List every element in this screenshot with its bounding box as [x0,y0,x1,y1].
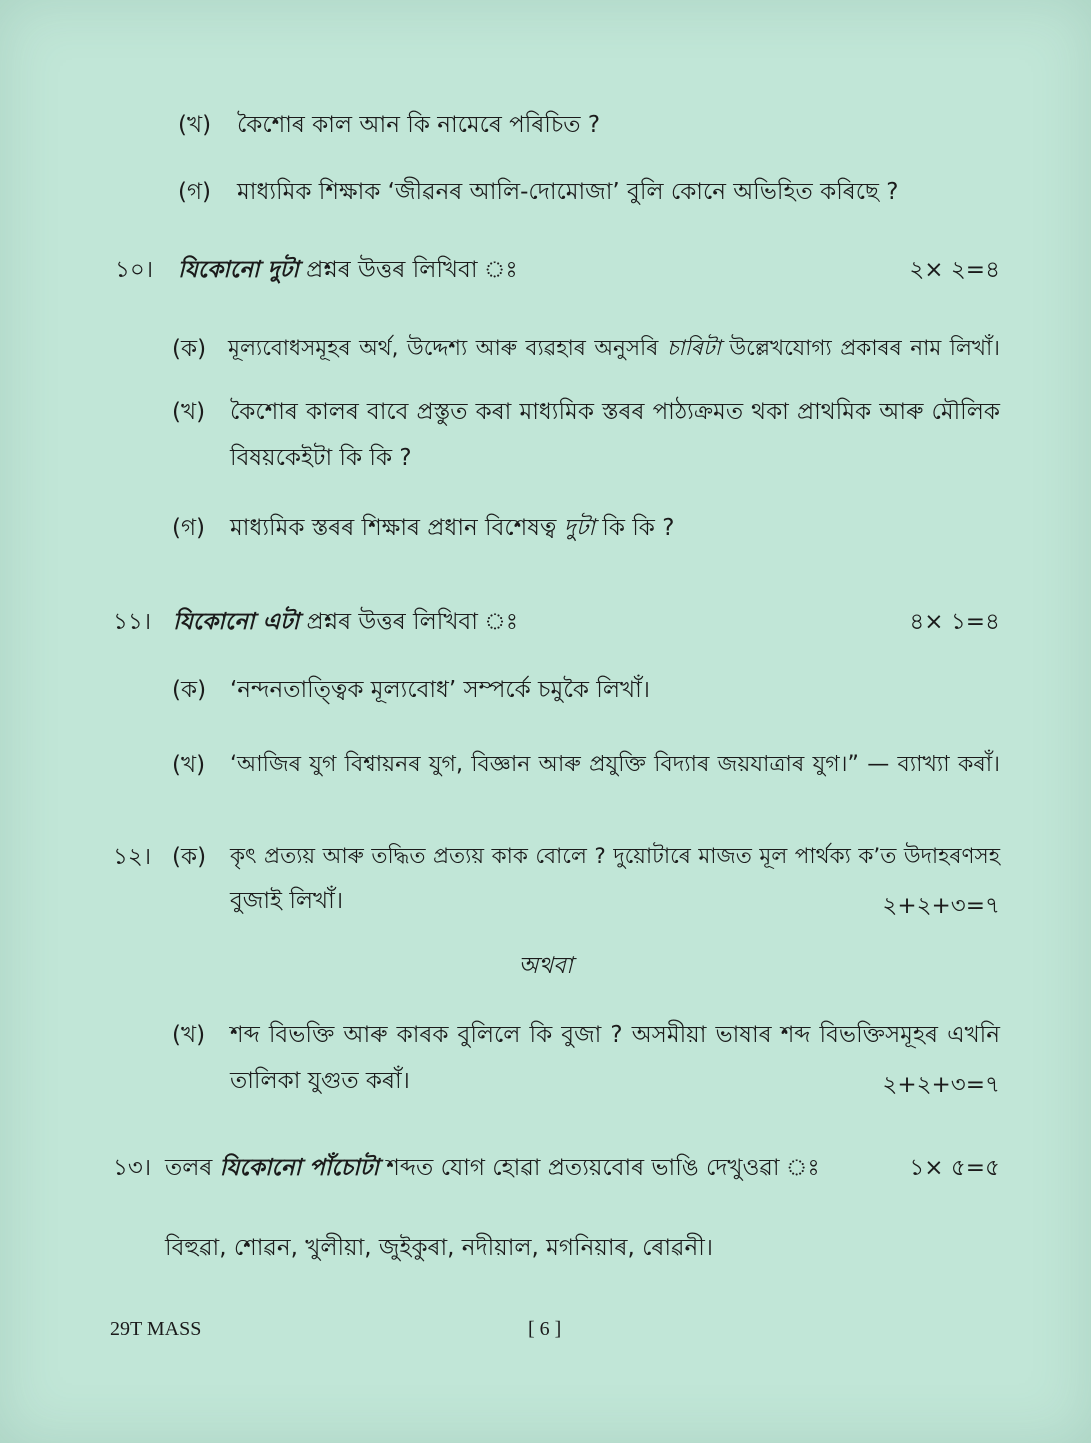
or-separator: অথবা [518,953,573,979]
question-header [0,607,1091,637]
part-label: (গ) [178,179,212,205]
part-text: মাধ্যমিক শিক্ষাক ‘জীৱনৰ আলি-দোমোজা’ বুলি কোনে অভিহিত কৰিছে ? [237,179,899,205]
part-label: (খ) [172,752,206,778]
part-text-line: বিষয়কেইটা কি কি ? [230,445,412,471]
question-header [0,1153,1091,1183]
question-part-kha-continued [0,1066,1091,1096]
question-instruction [173,607,861,637]
instruction-emphasis: যিকোনো দুটা [178,257,299,283]
word-list-row [0,1233,1091,1263]
question-number: ১০। [115,257,154,283]
question-part-kha [0,1020,1091,1050]
part-text: ‘আজিৰ যুগ বিশ্বায়নৰ যুগ, বিজ্ঞান আৰু প্ৰযুক্তি বিদ্যাৰ জয়যাত্ৰাৰ যুগ।” — ব্যাখ্যা কৰাঁ। [230,752,1000,777]
instruction-emphasis: যিকোনো এটা [173,609,300,635]
part-text-line: বুজাই লিখাঁ। [230,888,344,914]
part-text-before: মাধ্যমিক স্তৰৰ শিক্ষাৰ প্ৰধান বিশেষত্ব [230,515,557,541]
marks: ২+২+৩=৭ [882,1072,1000,1098]
part-text-after: কি কি ? [602,515,675,541]
question-header [0,255,1091,285]
or-separator-row [0,951,1091,981]
part-text-after: উল্লেখযোগ্য প্ৰকাৰৰ নাম লিখাঁ। [729,336,1000,361]
question-number: ১১। [113,609,152,635]
part-text-line: কৃৎ প্ৰত্যয় আৰু তদ্ধিত প্ৰত্যয় কাক বোলে ? দুয়োটাৰে মাজত মূল পাৰ্থক্য ক’ত উদাহৰণসহ [230,844,1000,869]
question-number: ১২। [113,844,152,870]
part-text: ‘নন্দনতাত্ত্বিক মূল্যবোধ’ সম্পৰ্কে চমুকৈ লিখাঁ। [230,677,651,703]
part-text: কৈশোৰ কাল আন কি নামেৰে পৰিচিত ? [237,112,601,138]
question-part-kha [0,750,1091,780]
instruction-text: প্ৰশ্নৰ উত্তৰ লিখিবা ঃ [306,609,519,635]
question-instruction [178,255,861,285]
part-label: (গ) [172,515,206,541]
part-label: (ক) [172,844,207,870]
word-list: বিহুৱা, শোৱন, খুলীয়া, জুইকুৰা, নদীয়াল, মগনিয়াৰ, ৰোৱনী। [165,1235,714,1261]
instruction-before: তলৰ [165,1155,213,1181]
part-label: (খ) [172,1022,206,1048]
question-part-kha [0,110,1091,140]
marks: ১× ৫=৫ [909,1155,1000,1181]
question-part-kha [0,397,1091,427]
part-text [228,334,1000,364]
part-label: (খ) [178,112,212,138]
instruction-text: প্ৰশ্নৰ উত্তৰ লিখিবা ঃ [306,257,518,283]
part-text-line: শব্দ বিভক্তি আৰু কাৰক বুলিলে কি বুজা ? অসমীয়া ভাষাৰ শব্দ বিভক্তিসমূহৰ এখনি [230,1022,1000,1048]
question-part-ka [0,842,1091,872]
question-part-ka-continued [0,886,1091,919]
question-number: ১৩। [113,1155,152,1181]
question-part-ga [0,513,1091,543]
part-text-emphasis: দুটা [563,515,595,541]
instruction-after: শব্দত যোগ হোৱা প্ৰত্যয়বোৰ ভাঙি দেখুওৱা ঃ [386,1155,820,1181]
part-label: (খ) [172,399,206,425]
page-number: [ 6 ] [528,1318,562,1340]
part-text [230,513,1000,543]
question-part-ka [0,334,1091,364]
part-text-before: মূল্যবোধসমূহৰ অৰ্থ, উদ্দেশ্য আৰু ব্যৱহাৰ অনুসৰি [228,336,659,361]
question-instruction [165,1153,891,1183]
question-part-ga [0,177,1091,207]
marks: ২+২+৩=৭ [882,893,1000,919]
part-text-line: কৈশোৰ কালৰ বাবে প্ৰস্তুত কৰা মাধ্যমিক স্তৰৰ পাঠ্যক্ৰমত থকা প্ৰাথমিক আৰু মৌলিক [230,399,1000,425]
instruction-emphasis: যিকোনো পাঁচোটা [219,1155,379,1181]
question-part-kha-continued [0,443,1091,473]
part-label: (ক) [172,677,207,703]
part-text-line: তালিকা যুগুত কৰাঁ। [230,1068,410,1094]
question-part-ka [0,675,1091,705]
part-label: (ক) [172,336,207,362]
part-text-emphasis: চাৰিটা [666,336,721,361]
paper-code: 29T MASS [110,1318,202,1340]
marks: ২× ২=৪ [909,257,1000,283]
marks: ৪× ১=৪ [909,609,1000,635]
